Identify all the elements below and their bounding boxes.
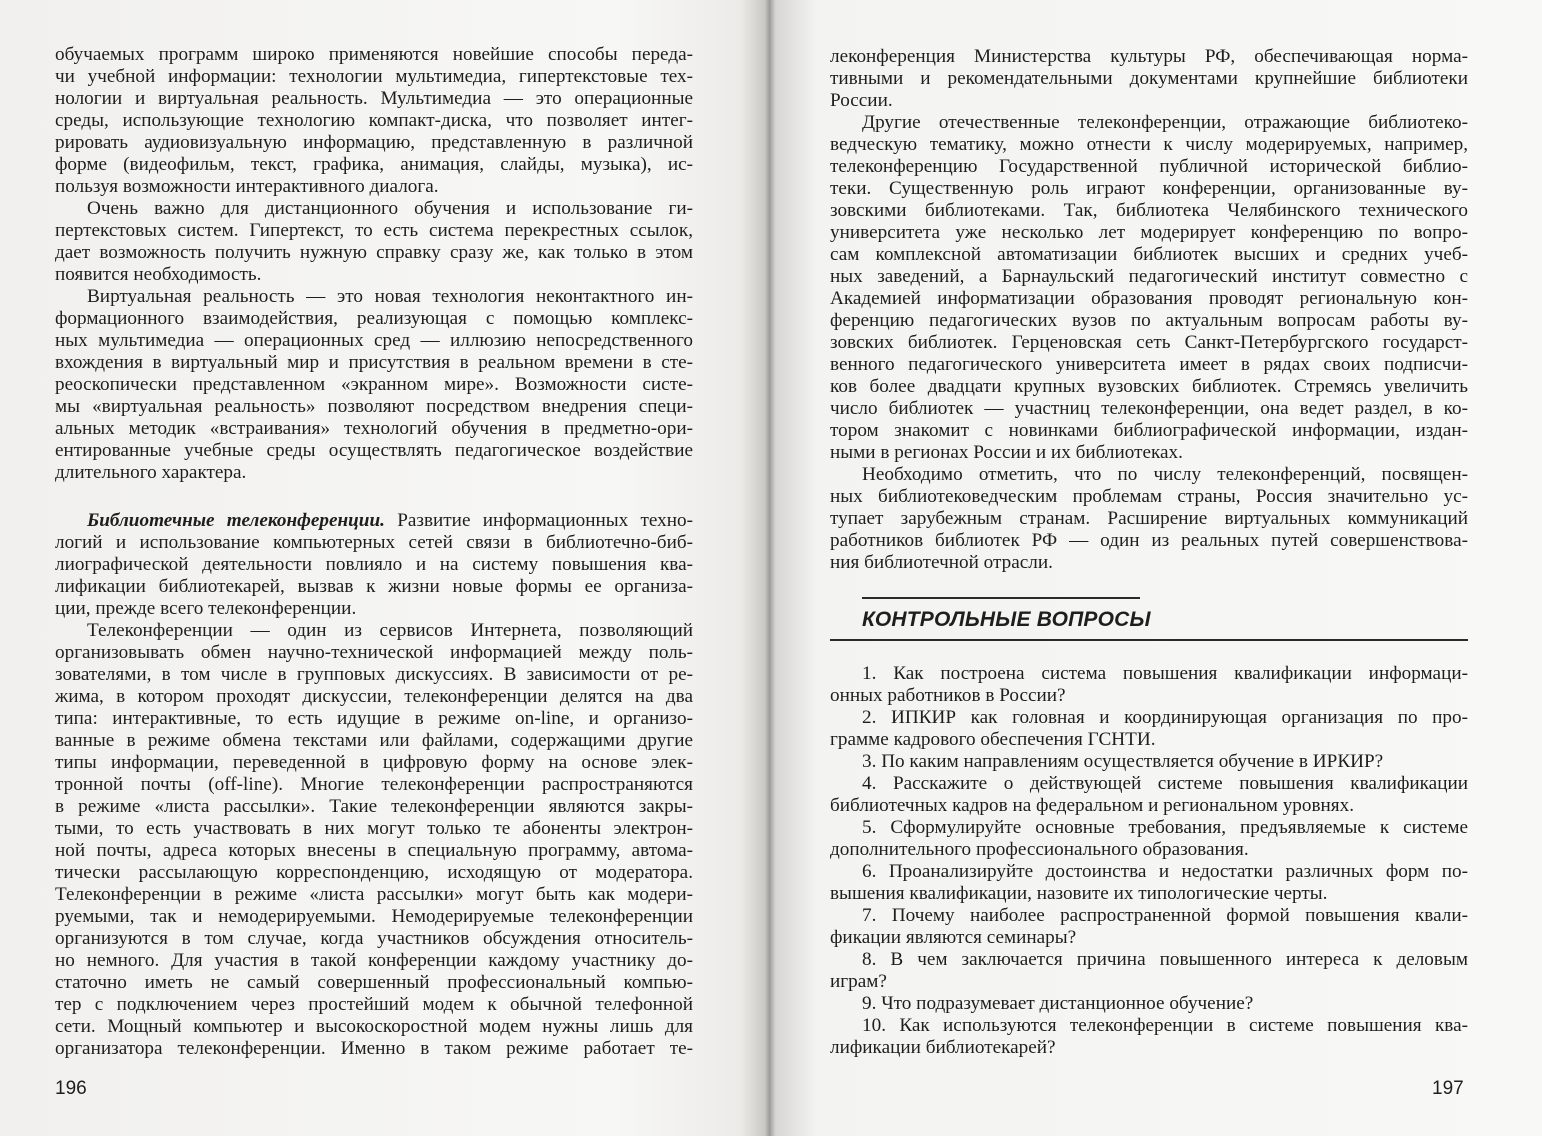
line-text: форме (видеофильм, текст, графика, анимация, слайды, музыка), ис- bbox=[55, 154, 693, 175]
text-line bbox=[55, 264, 693, 286]
text-line bbox=[830, 178, 1468, 200]
line-text: жима, в котором проходят дискуссии, телеконференции делятся на два bbox=[55, 686, 693, 707]
text-line bbox=[830, 90, 1468, 112]
text-line bbox=[830, 486, 1468, 508]
line-text: тер с подключением через простейший модем к обычной телефонной bbox=[55, 994, 693, 1015]
line-text: Очень важно для дистанционного обучения и использование ги- bbox=[87, 198, 693, 219]
line-text: длительного характера. bbox=[55, 462, 247, 483]
text-line bbox=[830, 839, 1468, 861]
line-text: тупает зарубежным странам. Расширение виртуальных коммуникаций bbox=[830, 508, 1468, 529]
right-page-text bbox=[830, 46, 1468, 574]
text-line bbox=[55, 418, 693, 440]
text-line bbox=[55, 330, 693, 352]
line-text: Телеконференции в режиме «листа рассылки» могут быть как модери- bbox=[55, 884, 693, 905]
line-text: 10. Как используются телеконференции в системе повышения ква- bbox=[862, 1015, 1468, 1036]
text-line bbox=[55, 576, 693, 598]
line-text: формационного взаимодействия, реализующая с помощью комплекс- bbox=[55, 308, 693, 329]
line-text: грамме кадрового обеспечения ГСНТИ. bbox=[830, 729, 1156, 750]
line-text: тыми, то есть участвовать в них могут только те абоненты электрон- bbox=[55, 818, 693, 839]
line-text: играм? bbox=[830, 971, 887, 992]
line-text: теки. Существенную роль играют конференции, организованные ву- bbox=[830, 178, 1468, 199]
line-text: тронной почты (off-line). Многие телеконференции распространяются bbox=[55, 774, 693, 795]
line-text: ными в регионах России и их библиотеках. bbox=[830, 442, 1183, 463]
text-line bbox=[830, 1037, 1468, 1059]
line-text: в режиме «листа рассылки». Такие телеконференции являются закры- bbox=[55, 796, 693, 817]
line-text: логий и использование компьютерных сетей связи в библиотечно-биб- bbox=[55, 532, 693, 553]
line-text: организатора телеконференции. Именно в таком режиме работает те- bbox=[55, 1038, 693, 1059]
line-text: ентированные учебные среды осуществлять педагогическое воздействие bbox=[55, 440, 693, 461]
text-line bbox=[830, 310, 1468, 332]
line-text: рировать аудиовизуальную информацию, представленную в различной bbox=[55, 132, 693, 153]
text-line bbox=[55, 532, 693, 554]
line-text: фикации являются семинары? bbox=[830, 927, 1077, 948]
text-line bbox=[830, 949, 1468, 971]
text-line bbox=[55, 620, 693, 642]
text-line bbox=[55, 510, 693, 532]
text-line bbox=[55, 286, 693, 308]
text-line bbox=[55, 440, 693, 462]
line-text: организуются в том случае, когда участников обсуждения относитель- bbox=[55, 928, 693, 949]
text-line bbox=[55, 686, 693, 708]
text-line bbox=[55, 950, 693, 972]
text-line bbox=[55, 730, 693, 752]
line-text: пертекстовых систем. Гипертекст, то есть система перекрестных ссылок, bbox=[55, 220, 693, 241]
text-line bbox=[55, 928, 693, 950]
line-text: лификации библиотекарей? bbox=[830, 1037, 1056, 1058]
line-text: альных методик «встраивания» технологий обучения в предметно-ори- bbox=[55, 418, 693, 439]
text-line bbox=[830, 222, 1468, 244]
text-line bbox=[55, 176, 693, 198]
line-text: библиотечных кадров на федеральном и региональном уровнях. bbox=[830, 795, 1355, 816]
text-line bbox=[55, 308, 693, 330]
text-line bbox=[830, 332, 1468, 354]
heading-rule-top bbox=[862, 597, 1140, 599]
text-line bbox=[830, 971, 1468, 993]
line-text: Необходимо отметить, что по числу телеконференций, посвящен- bbox=[862, 464, 1468, 485]
line-text: России. bbox=[830, 90, 893, 111]
text-line bbox=[830, 707, 1468, 729]
text-line bbox=[830, 530, 1468, 552]
line-text: ков более двадцати крупных вузовских библиотек. Стремясь увеличить bbox=[830, 376, 1468, 397]
heading-rule-bottom bbox=[830, 639, 1468, 641]
line-text: типы информации, переведенной в цифровую форму на основе элек- bbox=[55, 752, 693, 773]
text-line bbox=[830, 1015, 1468, 1037]
page-number-right: 197 bbox=[1432, 1078, 1464, 1099]
text-line bbox=[55, 352, 693, 374]
line-text: лиографической деятельности повлияло и на систему повышения ква- bbox=[55, 554, 693, 575]
text-line bbox=[830, 993, 1468, 1015]
line-text: 5. Сформулируйте основные требования, предъявляемые к системе bbox=[862, 817, 1468, 838]
line-text: зовскими библиотеками. Так, библиотека Челябинского технического bbox=[830, 200, 1468, 221]
text-line bbox=[55, 774, 693, 796]
text-line bbox=[830, 244, 1468, 266]
text-line bbox=[830, 156, 1468, 178]
text-line bbox=[830, 442, 1468, 464]
line-text: тически рассылающую корреспонденцию, исходящую от модератора. bbox=[55, 862, 693, 883]
line-text: ведческую тематику, можно отнести к числу модерируемых, например, bbox=[830, 134, 1468, 155]
line-text: зовских библиотек. Герценовская сеть Санкт-Петербургского государст- bbox=[830, 332, 1468, 353]
line-text: ной почты, адреса которых внесены в специальную программу, автома- bbox=[55, 840, 693, 861]
line-text: обучаемых программ широко применяются новейшие способы переда- bbox=[55, 44, 693, 65]
line-text: сети. Мощный компьютер и высокоскоростной модем нужны лишь для bbox=[55, 1016, 693, 1037]
line-text: Телеконференции — один из сервисов Интернета, позволяющий bbox=[87, 620, 693, 641]
text-line bbox=[55, 642, 693, 664]
text-line bbox=[830, 112, 1468, 134]
line-text: телеконференцию Государственной публичной исторической библио- bbox=[830, 156, 1468, 177]
line-text: 4. Расскажите о действующей системе повышения квалификации bbox=[862, 773, 1468, 794]
line-text: пользуя возможности интерактивного диалога. bbox=[55, 176, 439, 197]
text-line bbox=[830, 883, 1468, 905]
text-line bbox=[55, 994, 693, 1016]
text-line bbox=[830, 663, 1468, 685]
left-page-text bbox=[55, 44, 693, 1060]
line-text: лификации библиотекарей, вызвав к жизни новые формы ее организа- bbox=[55, 576, 693, 597]
section-heading: КОНТРОЛЬНЫЕ ВОПРОСЫ bbox=[862, 608, 1151, 631]
text-line bbox=[55, 198, 693, 220]
line-text: руемыми, так и немодерируемыми. Немодерируемые телеконференции bbox=[55, 906, 693, 927]
line-text: онных работников в России? bbox=[830, 685, 1066, 706]
text-line bbox=[55, 462, 693, 484]
line-text: зователями, в том числе в групповых дискуссиях. В зависимости от ре- bbox=[55, 664, 693, 685]
text-line bbox=[830, 420, 1468, 442]
line-text: университета уже несколько лет модерирует конференцию по вопро- bbox=[830, 222, 1468, 243]
section-title-inline: Библиотечные телеконференции. bbox=[87, 510, 385, 531]
text-line bbox=[55, 1016, 693, 1038]
text-line bbox=[55, 220, 693, 242]
line-text: ции, прежде всего телеконференции. bbox=[55, 598, 357, 619]
text-line bbox=[55, 154, 693, 176]
line-text: ных заведений, а Барнаульский педагогический институт совместно с bbox=[830, 266, 1468, 287]
text-line bbox=[830, 376, 1468, 398]
line-text: Другие отечественные телеконференции, отражающие библиотеко- bbox=[862, 112, 1468, 133]
text-line bbox=[830, 46, 1468, 68]
line-text: 8. В чем заключается причина повышенного интереса к деловым bbox=[862, 949, 1468, 970]
text-line bbox=[55, 396, 693, 418]
text-line bbox=[55, 708, 693, 730]
line-text: Развитие информационных техно- bbox=[384, 510, 693, 531]
line-text: 1. Как построена система повышения квалификации информаци- bbox=[862, 663, 1468, 684]
text-line bbox=[55, 44, 693, 66]
line-text: 6. Проанализируйте достоинства и недостатки различных форм по- bbox=[862, 861, 1468, 882]
line-text: работников библиотек РФ — один из реальных путей совершенствова- bbox=[830, 530, 1468, 551]
line-text: дает возможность получить нужную справку сразу же, как только в этом bbox=[55, 242, 693, 263]
text-line bbox=[830, 861, 1468, 883]
line-text: венного педагогического университета имеет в рядах своих подписчи- bbox=[830, 354, 1468, 375]
line-text: типа: интерактивные, то есть идущие в режиме on-line, и организо- bbox=[55, 708, 693, 729]
text-line bbox=[830, 552, 1468, 574]
line-text: сам комплексной автоматизации библиотек высших и средних учеб- bbox=[830, 244, 1468, 265]
text-line bbox=[55, 884, 693, 906]
line-text: ванные в режиме обмена текстами или файлами, содержащими другие bbox=[55, 730, 693, 751]
text-line bbox=[55, 132, 693, 154]
line-text: ференцию педагогических вузов по актуальным вопросам работы ву- bbox=[830, 310, 1468, 331]
text-line bbox=[830, 817, 1468, 839]
text-line bbox=[830, 773, 1468, 795]
text-line bbox=[830, 200, 1468, 222]
line-text: число библиотек — участниц телеконференции, она ведет раздел, в ко- bbox=[830, 398, 1468, 419]
text-line bbox=[830, 508, 1468, 530]
line-text: 7. Почему наиболее распространенной формой повышения квали- bbox=[862, 905, 1468, 926]
line-text: мы «виртуальная реальность» позволяют посредством внедрения специ- bbox=[55, 396, 693, 417]
line-text: тивными и рекомендательными документами крупнейшие библиотеки bbox=[830, 68, 1468, 89]
text-line bbox=[55, 796, 693, 818]
text-line bbox=[55, 242, 693, 264]
text-line bbox=[55, 66, 693, 88]
text-line bbox=[55, 110, 693, 132]
line-text: 9. Что подразумевает дистанционное обучение? bbox=[862, 993, 1254, 1014]
line-text: чи учебной информации: технологии мультимедиа, гипертекстовые тех- bbox=[55, 66, 693, 87]
line-text: ных библиотековедческим проблемам страны, Россия значительно ус- bbox=[830, 486, 1468, 507]
line-text: 3. По каким направлениям осуществляется обучение в ИРКИР? bbox=[862, 751, 1384, 772]
text-line bbox=[55, 374, 693, 396]
line-text: ния библиотечной отрасли. bbox=[830, 552, 1053, 573]
line-text: статочно иметь не самый совершенный профессиональный компью- bbox=[55, 972, 693, 993]
text-line bbox=[830, 398, 1468, 420]
line-text: организовывать обмен научно-технической информацией между поль- bbox=[55, 642, 693, 663]
line-text: реоскопически представленном «экранном мире». Возможности систе- bbox=[55, 374, 693, 395]
line-text: среды, использующие технологию компакт-диска, что позволяет интег- bbox=[55, 110, 693, 131]
line-text: Виртуальная реальность — это новая технология неконтактного ин- bbox=[87, 286, 693, 307]
line-text: 2. ИПКИР как головная и координирующая организация по про- bbox=[862, 707, 1468, 728]
line-text: нологии и виртуальная реальность. Мультимедиа — это операционные bbox=[55, 88, 693, 109]
text-line bbox=[830, 795, 1468, 817]
line-text: ных мультимедиа — операционных сред — иллюзию непосредственного bbox=[55, 330, 693, 351]
text-line bbox=[830, 68, 1468, 90]
text-line bbox=[830, 266, 1468, 288]
line-text: леконференция Министерства культуры РФ, обеспечивающая норма- bbox=[830, 46, 1468, 67]
text-line bbox=[830, 464, 1468, 486]
text-line bbox=[55, 664, 693, 686]
text-line bbox=[830, 134, 1468, 156]
line-text: дополнительного профессионального образования. bbox=[830, 839, 1249, 860]
page-number-left: 196 bbox=[55, 1078, 87, 1099]
text-line bbox=[55, 1038, 693, 1060]
line-text: вышения квалификации, назовите их типологические черты. bbox=[830, 883, 1328, 904]
text-line bbox=[55, 752, 693, 774]
line-text: но немного. Для участия в такой конференции каждому участнику до- bbox=[55, 950, 693, 971]
text-line bbox=[830, 685, 1468, 707]
text-line bbox=[55, 88, 693, 110]
line-text: вхождения в виртуальный мир и присутствия в реальном времени в сте- bbox=[55, 352, 693, 373]
text-line bbox=[830, 905, 1468, 927]
text-line bbox=[55, 906, 693, 928]
text-line bbox=[830, 354, 1468, 376]
line-text: Академией информатизации образования проводят региональную кон- bbox=[830, 288, 1468, 309]
text-line bbox=[55, 862, 693, 884]
line-text: появится необходимость. bbox=[55, 264, 262, 285]
line-text: тором знакомит с новинками библиографической информации, издан- bbox=[830, 420, 1468, 441]
text-line bbox=[55, 818, 693, 840]
text-line bbox=[830, 288, 1468, 310]
text-line bbox=[830, 751, 1468, 773]
text-line bbox=[55, 972, 693, 994]
text-line bbox=[830, 729, 1468, 751]
review-questions bbox=[830, 663, 1468, 1059]
text-line bbox=[55, 554, 693, 576]
text-line bbox=[55, 840, 693, 862]
text-line bbox=[830, 927, 1468, 949]
text-line bbox=[55, 598, 693, 620]
paragraph-gap bbox=[55, 484, 693, 510]
